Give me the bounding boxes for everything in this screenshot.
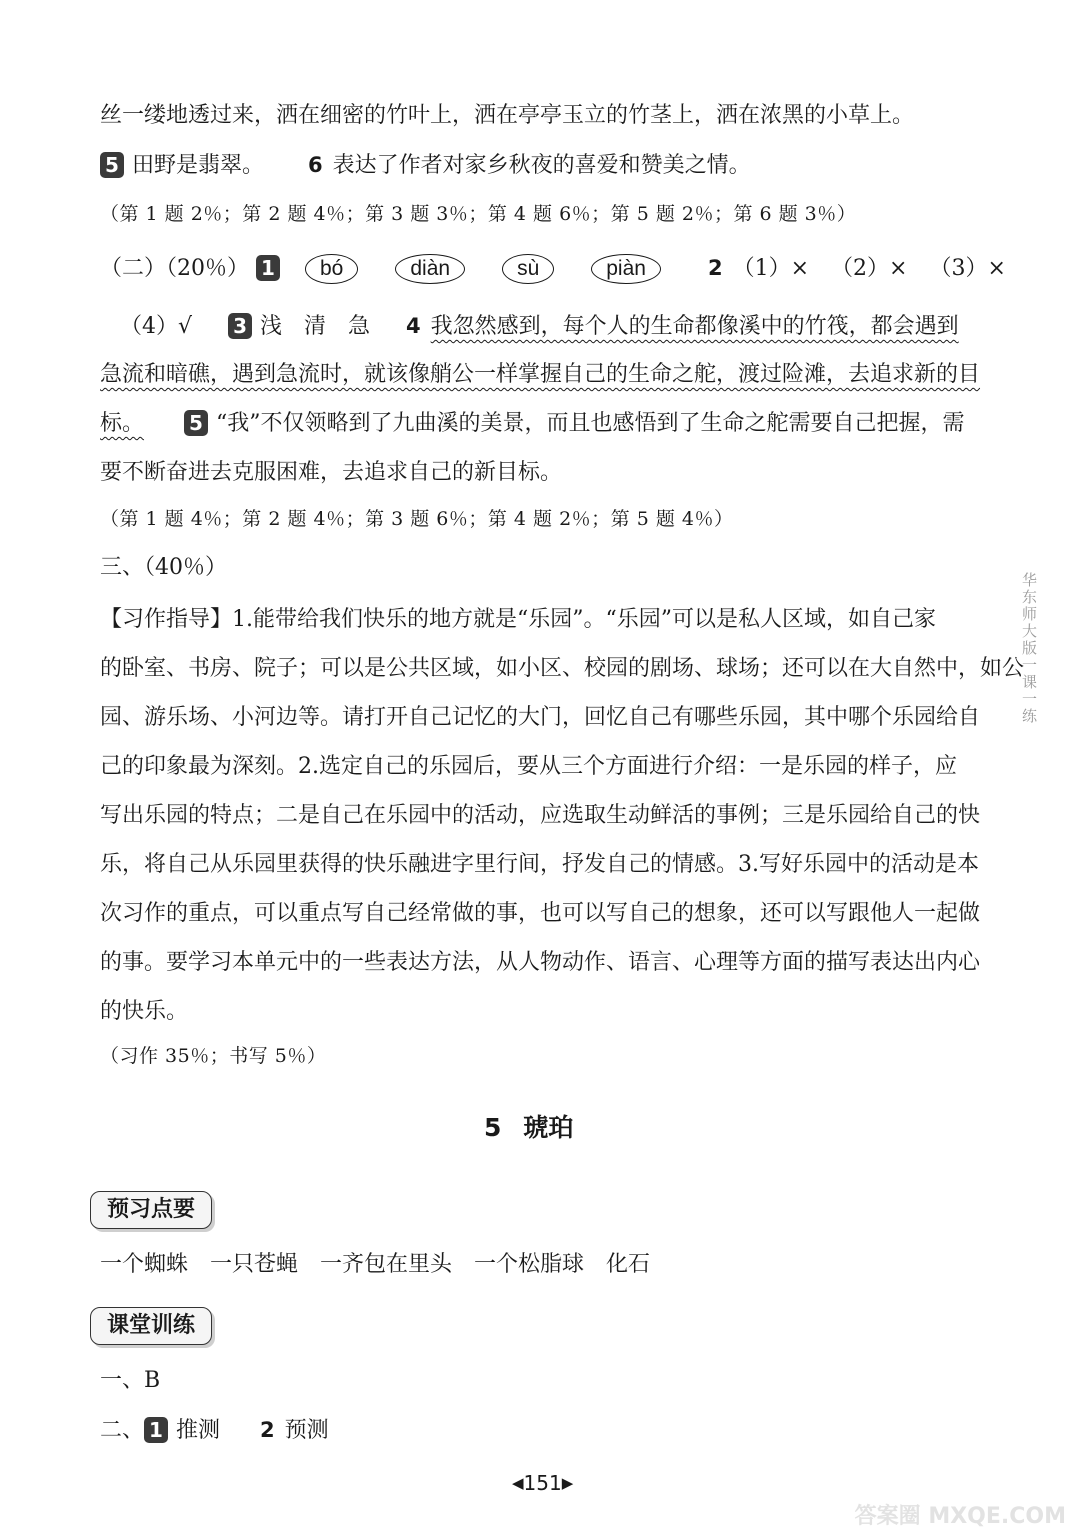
judgement-mark: （3）× [929,256,1006,281]
section-label: （二）（20％） [100,256,249,281]
answer-text: “我”不仅领略到了九曲溪的美景，而且也感悟到了生命之舵需要自己把握，需 [216,411,965,436]
class-training-tag: 课堂训练 [90,1307,212,1345]
section-2-row-2 [120,311,959,342]
answer-text: 表达了作者对家乡秋夜的喜爱和赞美之情。 [332,153,751,178]
answer-text: 预测 [284,1418,329,1443]
question-number: 2 [707,256,723,280]
preview-tag: 预习点要 [90,1191,212,1229]
question-badge: 3 [228,313,252,339]
right-triangle-icon: ▶ [561,1474,574,1492]
question-number: 6 [308,153,323,177]
section-label: 三、（40％） [100,555,227,580]
left-triangle-icon: ◀ [512,1474,524,1492]
pinyin-oval: diàn [395,254,465,284]
preview-answer: 一个蜘蛛 一只苍蝇 一齐包在里头 一个松脂球 化石 [100,1252,651,1277]
question-badge: 5 [184,410,208,436]
answer-text-line: 丝一缕地透过来，洒在细密的竹叶上，洒在亭亭玉立的竹茎上，洒在浓黑的小草上。 [100,103,915,128]
guide-line: 的卧室、书房、院子；可以是公共区域，如小区、校园的剧场、球场；还可以在大自然中，如公 [100,656,1025,681]
answer-text: 我忽然感到，每个人的生命都像溪中的竹筏，都会遇到 [430,314,959,339]
section-label: 二、 [100,1418,145,1443]
page-number-value: 151 [523,1471,562,1495]
guide-line: 【习作指导】1.能带给我们快乐的地方就是“乐园”。“乐园”可以是私人区域，如自己家 [100,607,936,632]
guide-line: 的事。要学习本单元中的一些表达方法，从人物动作、语言、心理等方面的描写表达出内心 [100,950,981,975]
answer-text: 标。 [100,411,145,436]
judgement-mark: （2）× [831,256,908,281]
guide-line: 的快乐。 [100,999,189,1024]
pinyin-oval: bó [305,254,358,284]
question-badge: 1 [256,255,280,281]
answer-line-5 [100,409,965,439]
answer-q2 [100,1415,329,1446]
publisher-sidebar: 华东师大版一课一练 [1020,572,1038,725]
guide-line: 次习作的重点，可以重点写自己经常做的事，也可以写自己的想象，还可以写跟他人一起做 [100,901,981,926]
question-badge: 1 [144,1417,168,1443]
answer-text: 浅 清 急 [260,314,371,339]
writing-guide [100,595,1024,1036]
question-badge: 5 [100,152,124,178]
watermark-logo: 答案圈 MXQE.COM [854,1504,1066,1529]
lesson-heading [484,1108,573,1144]
score-breakdown: （习作 35％；书写 5％） [100,1045,327,1067]
guide-line: 写出乐园的特点；二是自己在乐园中的活动，应选取生动鲜活的事例；三是乐园给自己的快 [100,803,981,828]
question-number: 2 [260,1418,275,1442]
question-number: 4 [406,314,421,338]
guide-line: 乐，将自己从乐园里获得的快乐融进字里行间，抒发自己的情感。3.写好乐园中的活动是本 [100,852,979,877]
answer-text: 田野是翡翠。 [132,153,265,178]
score-breakdown: （第 1 题 4％；第 2 题 4％；第 3 题 6％；第 4 题 2％；第 5 题 4％） [100,508,734,530]
lesson-number: 5 [484,1113,502,1142]
answer-line-5-6 [100,150,751,181]
page-number [512,1471,573,1495]
answer-text-line: 急流和暗礁，遇到急流时，就该像艄公一样掌握自己的生命之舵，渡过险滩，去追求新的目 [100,362,981,387]
lesson-title: 琥珀 [523,1113,574,1142]
guide-line: 园、游乐场、小河边等。请打开自己记忆的大门，回忆自己有哪些乐园，其中哪个乐园给自 [100,705,981,730]
answer-text: 推测 [176,1418,221,1443]
answer-text-line: 要不断奋进去克服困难，去追求自己的新目标。 [100,460,563,485]
answer-q1: 一、B [100,1368,161,1393]
pinyin-oval: piàn [591,254,661,284]
judgement-mark: （4）√ [120,314,193,339]
guide-line: 己的印象最为深刻。2.选定自己的乐园后，要从三个方面进行介绍：一是乐园的样子，应 [100,754,957,779]
pinyin-oval: sù [502,254,554,284]
score-breakdown: （第 1 题 2％；第 2 题 4％；第 3 题 3％；第 4 题 6％；第 5 题 2％；第 6 题 3％） [100,203,857,225]
judgement-mark: （1）× [732,256,810,281]
section-2-row-1 [100,253,1006,284]
